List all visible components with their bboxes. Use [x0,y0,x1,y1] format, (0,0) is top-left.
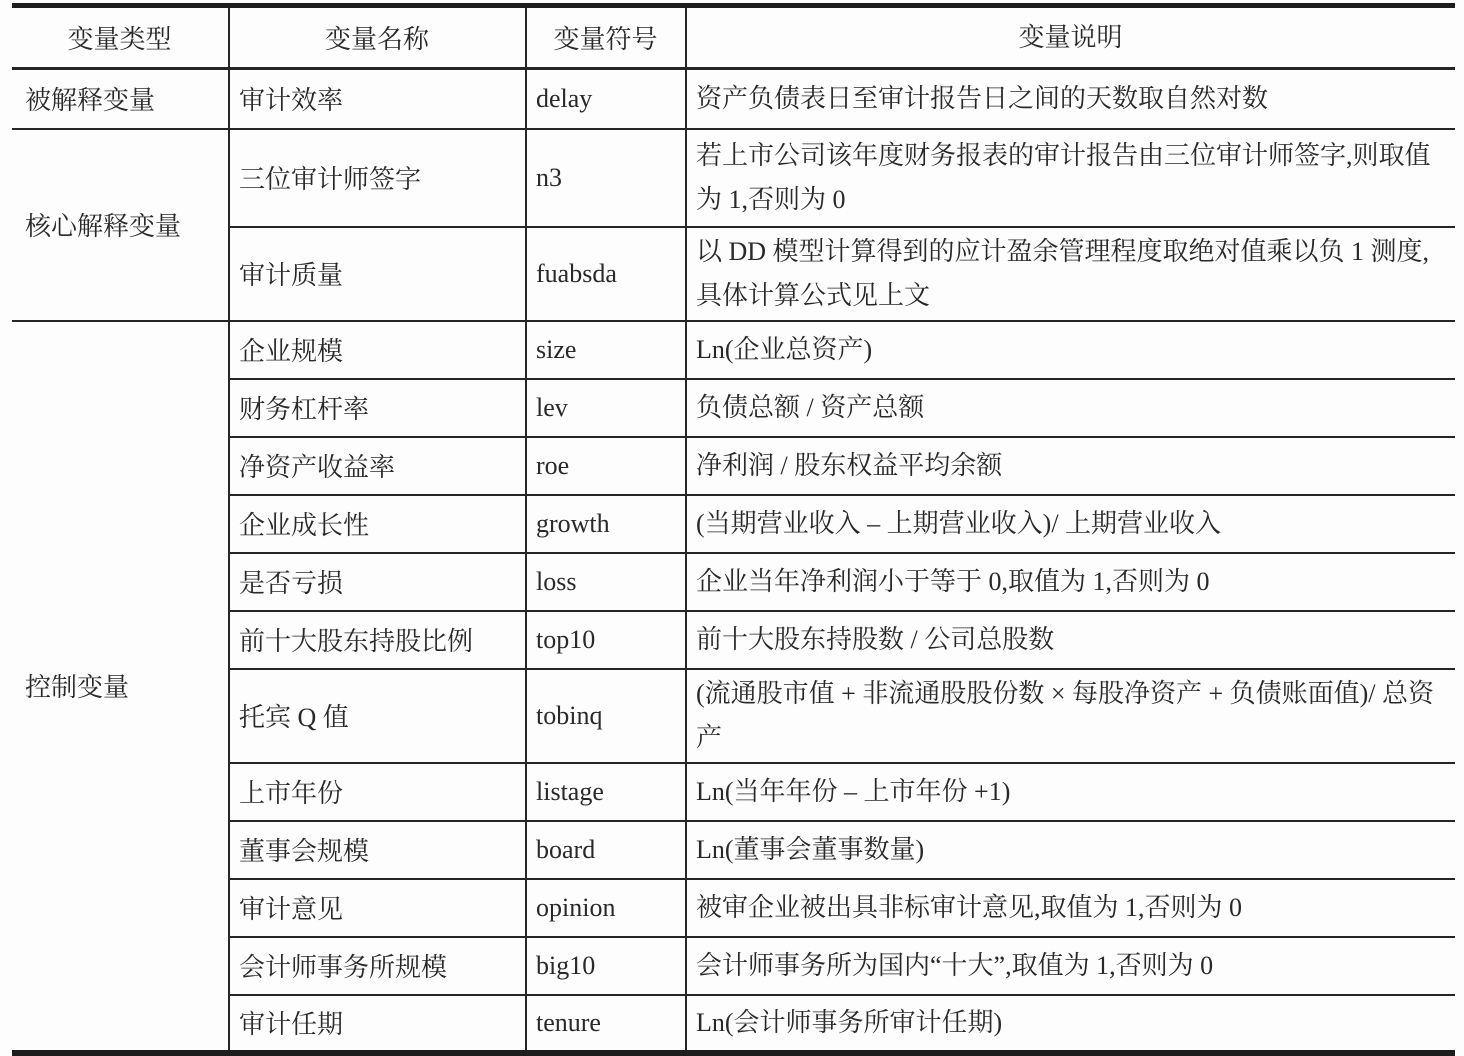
cell-group-type: 核心解释变量 [12,129,229,321]
cell-variable-symbol: fuabsda [526,227,686,321]
cell-variable-name: 企业规模 [229,321,526,379]
cell-variable-name: 企业成长性 [229,495,526,553]
cell-variable-symbol: opinion [526,879,686,937]
cell-variable-name: 会计师事务所规模 [229,937,526,995]
table-row [12,611,1455,669]
table-row [12,437,1455,495]
cell-variable-desc: 若上市公司该年度财务报表的审计报告由三位审计师签字,则取值为 1,否则为 0 [686,129,1455,227]
cell-variable-desc: 前十大股东持股数 / 公司总股数 [686,611,1455,669]
table-row [12,553,1455,611]
table-row [12,379,1455,437]
table-row [12,495,1455,553]
col-header-variable-type: 变量类型 [12,6,229,69]
cell-variable-name: 是否亏损 [229,553,526,611]
table-row [12,69,1455,129]
cell-variable-symbol: top10 [526,611,686,669]
table-row [12,821,1455,879]
col-header-variable-symbol: 变量符号 [526,6,686,69]
cell-variable-symbol: listage [526,763,686,821]
cell-variable-desc: Ln(董事会董事数量) [686,821,1455,879]
cell-variable-name: 三位审计师签字 [229,129,526,227]
cell-variable-name: 上市年份 [229,763,526,821]
table-row [12,995,1455,1053]
table-row [12,669,1455,763]
col-header-variable-desc: 变量说明 [686,6,1455,69]
variables-definition-table [12,3,1455,1056]
cell-variable-desc: 被审企业被出具非标审计意见,取值为 1,否则为 0 [686,879,1455,937]
cell-variable-symbol: board [526,821,686,879]
cell-variable-desc: Ln(当年年份 – 上市年份 +1) [686,763,1455,821]
cell-variable-symbol: n3 [526,129,686,227]
cell-variable-name: 前十大股东持股比例 [229,611,526,669]
cell-variable-name: 审计意见 [229,879,526,937]
cell-variable-desc: Ln(企业总资产) [686,321,1455,379]
cell-variable-symbol: roe [526,437,686,495]
cell-variable-name: 审计效率 [229,69,526,129]
cell-variable-name: 托宾 Q 值 [229,669,526,763]
table-row [12,763,1455,821]
col-header-variable-name: 变量名称 [229,6,526,69]
cell-variable-symbol: loss [526,553,686,611]
cell-variable-desc: 资产负债表日至审计报告日之间的天数取自然对数 [686,69,1455,129]
cell-variable-symbol: lev [526,379,686,437]
table-row [12,129,1455,227]
table-row [12,321,1455,379]
cell-variable-desc: 净利润 / 股东权益平均余额 [686,437,1455,495]
cell-variable-desc: (当期营业收入 – 上期营业收入)/ 上期营业收入 [686,495,1455,553]
cell-variable-desc: 会计师事务所为国内“十大”,取值为 1,否则为 0 [686,937,1455,995]
cell-variable-desc: 负债总额 / 资产总额 [686,379,1455,437]
cell-variable-symbol: tobinq [526,669,686,763]
table-row [12,937,1455,995]
header-row [12,6,1455,69]
cell-variable-name: 净资产收益率 [229,437,526,495]
cell-variable-name: 财务杠杆率 [229,379,526,437]
cell-variable-symbol: growth [526,495,686,553]
cell-variable-symbol: tenure [526,995,686,1053]
cell-variable-name: 董事会规模 [229,821,526,879]
cell-variable-desc: (流通股市值 + 非流通股股份数 × 每股净资产 + 负债账面值)/ 总资产 [686,669,1455,763]
table-row [12,879,1455,937]
cell-variable-symbol: delay [526,69,686,129]
cell-variable-symbol: big10 [526,937,686,995]
cell-variable-name: 审计质量 [229,227,526,321]
cell-variable-desc: 以 DD 模型计算得到的应计盈余管理程度取绝对值乘以负 1 测度,具体计算公式见上文 [686,227,1455,321]
cell-variable-desc: 企业当年净利润小于等于 0,取值为 1,否则为 0 [686,553,1455,611]
cell-group-type: 被解释变量 [12,69,229,129]
table-row [12,227,1455,321]
cell-variable-symbol: size [526,321,686,379]
cell-variable-name: 审计任期 [229,995,526,1053]
cell-variable-desc: Ln(会计师事务所审计任期) [686,995,1455,1053]
cell-group-type: 控制变量 [12,321,229,1053]
